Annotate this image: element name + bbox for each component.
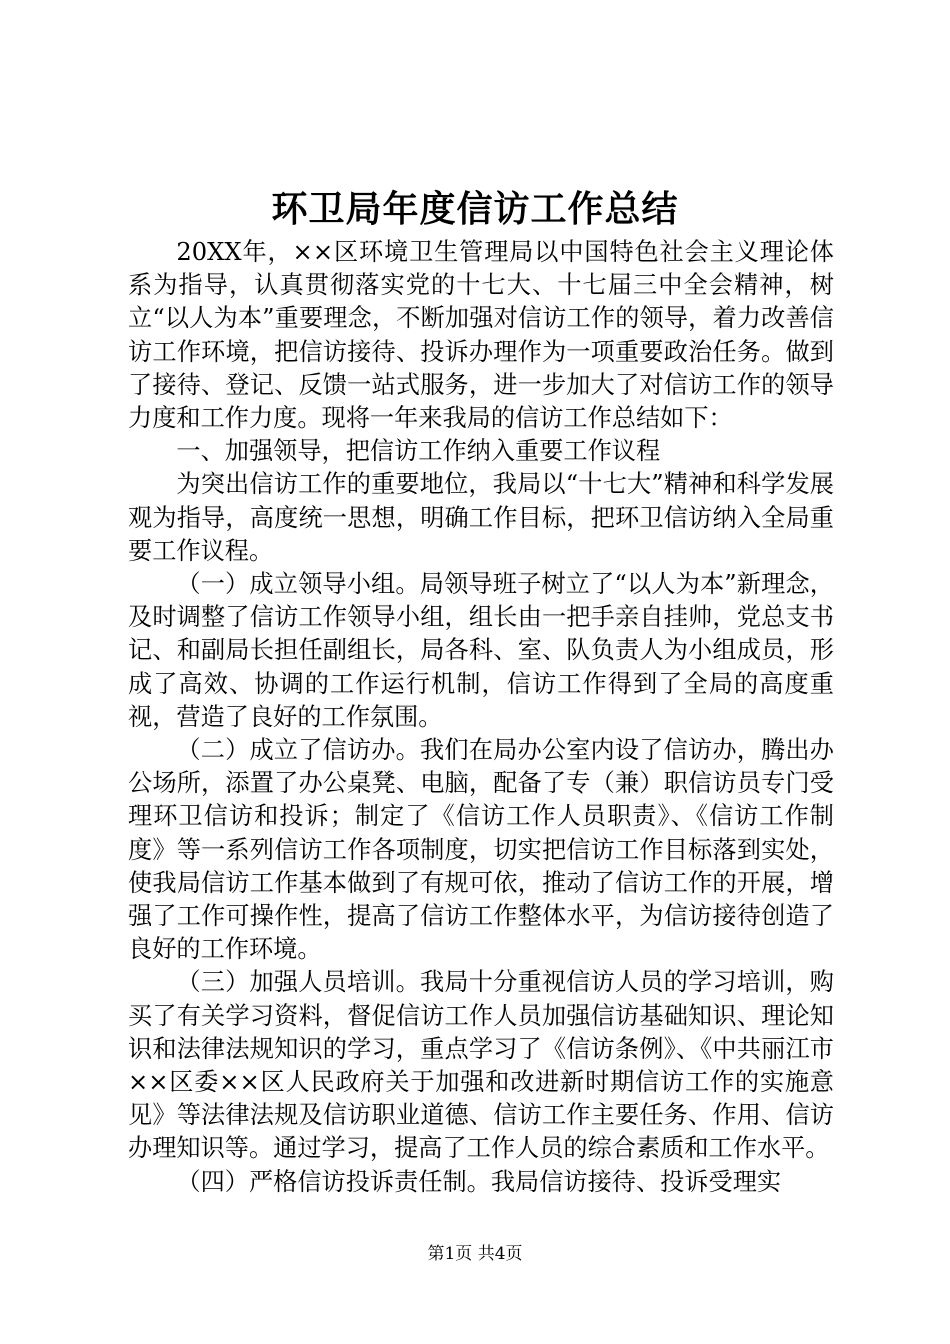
paragraph-section-1-intro: 为突出信访工作的重要地位，我局以“十七大”精神和科学发展观为指导，高度统一思想，明确工作目标，把环卫信访纳入全局重要工作议程。 [128, 470, 834, 565]
paragraph-item-2: （二）成立了信访办。我们在局办公室内设了信访办，腾出办公场所，添置了办公桌凳、电脑，配备了专（兼）职信访员专门受理环卫信访和投诉；制定了《信访工作人员职责》、《信访工作制度》等一系列信访工作各项制度，切实把信访工作目标落到实处，使我局信访工作基本做到了有规可依，推动了信访工作的开展，增强了工作可操作性，提高了信访工作整体水平，为信访接待创造了良好的工作环境。 [128, 736, 834, 964]
paragraph-intro: 20XX年，××区环境卫生管理局以中国特色社会主义理论体系为指导，认真贯彻落实党的十七大、十七届三中全会精神，树立“以人为本”重要理念，不断加强对信访工作的领导，着力改善信访工作环境，把信访接待、投诉办理作为一项重要政治任务。做到了接待、登记、反馈一站式服务，进一步加大了对信访工作的领导力度和工作力度。现将一年来我局的信访工作总结如下： [128, 238, 834, 433]
document-title: 环卫局年度信访工作总结 [271, 188, 679, 230]
page-footer: 第1页 共4页 [427, 1244, 523, 1264]
section-heading-1: 一、加强领导，把信访工作纳入重要工作议程 [176, 437, 661, 466]
document-body [128, 236, 834, 1199]
paragraph-item-3: （三）加强人员培训。我局十分重视信访人员的学习培训，购买了有关学习资料，督促信访工作人员加强信访基础知识、理论知识和法律法规知识的学习，重点学习了《信访条例》、《中共丽江市××区委××区人民政府关于加强和改进新时期信访工作的实施意见》等法律法规及信访职业道德、信访工作主要任务、作用、信访办理知识等。通过学习，提高了工作人员的综合素质和工作水平。 [128, 968, 834, 1163]
paragraph-item-1: （一）成立领导小组。局领导班子树立了“以人为本”新理念，及时调整了信访工作领导小组，组长由一把手亲自挂帅，党总支书记、和副局长担任副组长，局各科、室、队负责人为小组成员，形成了高效、协调的工作运行机制，信访工作得到了全局的高度重视，营造了良好的工作氛围。 [128, 570, 834, 731]
paragraph-item-4: （四）严格信访投诉责任制。我局信访接待、投诉受理实 [176, 1167, 782, 1196]
